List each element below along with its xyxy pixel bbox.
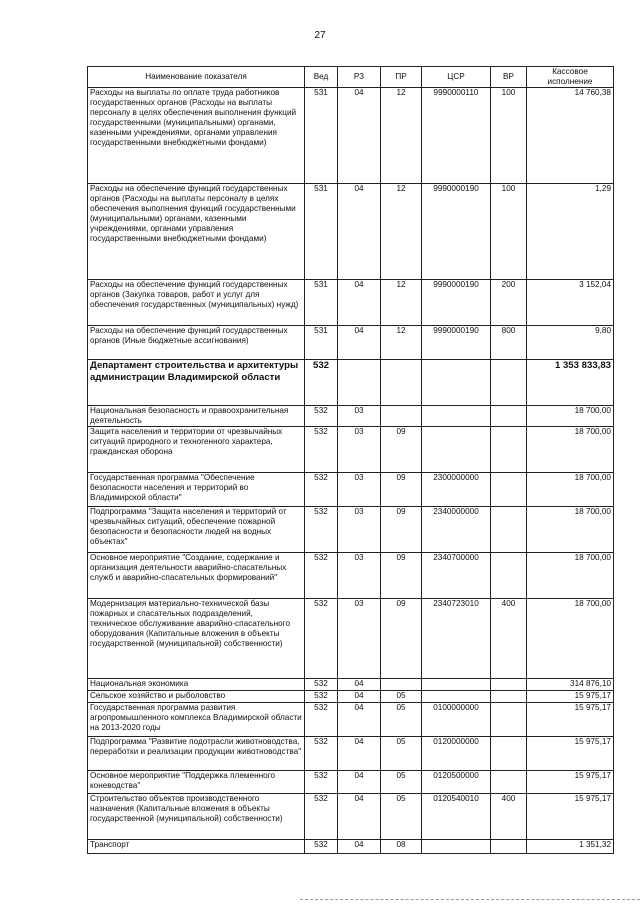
cell-pr: 05 — [381, 771, 422, 794]
table-row — [88, 280, 614, 326]
cell-name: Подпрограмма "Защита населения и территорий от чрезвычайных ситуаций, обеспечение пожарной безопасности и безопасности людей на водных объектах" — [88, 507, 305, 553]
cell-vr: 200 — [491, 280, 527, 326]
cell-pr: 09 — [381, 553, 422, 599]
cell-vr: 400 — [491, 599, 527, 679]
cell-vr — [491, 679, 527, 691]
cell-vr: 100 — [491, 184, 527, 280]
cell-vr — [491, 737, 527, 771]
cell-ved: 532 — [305, 360, 338, 406]
table-row — [88, 691, 614, 703]
cell-rz: 04 — [338, 326, 381, 360]
cell-amount: 14 760,38 — [527, 88, 614, 184]
cell-ved: 532 — [305, 840, 338, 854]
table-row — [88, 840, 614, 854]
cell-rz: 03 — [338, 473, 381, 507]
cell-name: Строительство объектов производственного назначения (Капитальные вложения в объекты государственной (муниципальной) собственности) — [88, 794, 305, 840]
table-row — [88, 599, 614, 679]
cell-csr: 9990000190 — [422, 184, 491, 280]
cell-pr: 05 — [381, 794, 422, 840]
cell-amount: 15 975,17 — [527, 737, 614, 771]
table-row — [88, 406, 614, 427]
cell-csr: 2340000000 — [422, 507, 491, 553]
header-amount: Кассовое исполнение — [527, 67, 614, 88]
cell-name: Сельское хозяйство и рыболовство — [88, 691, 305, 703]
table-row — [88, 679, 614, 691]
cell-amount: 18 700,00 — [527, 473, 614, 507]
cell-ved: 532 — [305, 794, 338, 840]
cell-pr: 12 — [381, 184, 422, 280]
cell-name: Государственная программа "Обеспечение безопасности населения и территорий во Владимирской области" — [88, 473, 305, 507]
cell-csr — [422, 840, 491, 854]
cell-name: Национальная безопасность и правоохранительная деятельность — [88, 406, 305, 427]
cell-vr — [491, 360, 527, 406]
cell-name: Основное мероприятие "Поддержка племенного коневодства" — [88, 771, 305, 794]
cell-amount: 1,29 — [527, 184, 614, 280]
cell-pr: 12 — [381, 326, 422, 360]
cell-amount: 15 975,17 — [527, 703, 614, 737]
cell-ved: 531 — [305, 280, 338, 326]
table-row — [88, 360, 614, 406]
cell-csr: 9990000110 — [422, 88, 491, 184]
cell-csr: 2340700000 — [422, 553, 491, 599]
cell-csr: 0120540010 — [422, 794, 491, 840]
cell-vr — [491, 691, 527, 703]
cell-vr — [491, 427, 527, 473]
cell-rz: 03 — [338, 507, 381, 553]
cell-amount: 314 876,10 — [527, 679, 614, 691]
cell-csr — [422, 406, 491, 427]
cell-vr: 400 — [491, 794, 527, 840]
cell-name: Департамент строительства и архитектуры администрации Владимирской области — [88, 360, 305, 406]
cell-amount: 1 351,32 — [527, 840, 614, 854]
cell-csr: 2300000000 — [422, 473, 491, 507]
cell-vr: 800 — [491, 326, 527, 360]
cell-pr: 09 — [381, 599, 422, 679]
header-csr: ЦСР — [422, 67, 491, 88]
cell-ved: 531 — [305, 326, 338, 360]
header-name: Наименование показателя — [88, 67, 305, 88]
cell-vr — [491, 473, 527, 507]
cell-vr — [491, 703, 527, 737]
cell-ved: 532 — [305, 599, 338, 679]
table-row — [88, 771, 614, 794]
cell-amount: 3 152,04 — [527, 280, 614, 326]
cell-rz: 03 — [338, 427, 381, 473]
table-row — [88, 794, 614, 840]
cell-amount: 18 700,00 — [527, 553, 614, 599]
table-row — [88, 184, 614, 280]
cell-rz: 04 — [338, 691, 381, 703]
cell-amount: 18 700,00 — [527, 406, 614, 427]
cell-amount: 18 700,00 — [527, 599, 614, 679]
cell-amount: 15 975,17 — [527, 794, 614, 840]
cell-name: Основное мероприятие "Создание, содержание и организация деятельности аварийно-спасательных служб и аварийно-спасательных формирований" — [88, 553, 305, 599]
cell-ved: 532 — [305, 679, 338, 691]
cell-pr: 09 — [381, 427, 422, 473]
cell-vr — [491, 406, 527, 427]
table-row — [88, 737, 614, 771]
table-row — [88, 473, 614, 507]
table-row — [88, 553, 614, 599]
cell-rz: 04 — [338, 794, 381, 840]
cell-vr — [491, 507, 527, 553]
cell-name: Транспорт — [88, 840, 305, 854]
cell-ved: 532 — [305, 553, 338, 599]
table-row — [88, 703, 614, 737]
cell-name: Расходы на обеспечение функций государственных органов (Расходы на выплаты персоналу в целях обеспечения выполнения функций государственными (муниципальными) органами, казенными учреждениями, органами управления государственными внебюджетными фондами) — [88, 184, 305, 280]
cell-csr — [422, 679, 491, 691]
table-header-row — [88, 67, 614, 88]
cell-csr: 2340723010 — [422, 599, 491, 679]
cell-name: Расходы на обеспечение функций государственных органов (Закупка товаров, работ и услуг для обеспечения государственных (муниципальных) нужд) — [88, 280, 305, 326]
cell-pr — [381, 679, 422, 691]
header-rz: РЗ — [338, 67, 381, 88]
cell-ved: 532 — [305, 427, 338, 473]
page-number: 27 — [314, 30, 326, 41]
table-row — [88, 88, 614, 184]
budget-execution-table — [87, 66, 614, 854]
cell-pr: 05 — [381, 737, 422, 771]
cell-amount: 15 975,17 — [527, 691, 614, 703]
cell-vr — [491, 771, 527, 794]
cell-name: Государственная программа развития агропромышленного комплекса Владимирской области на 2013-2020 годы — [88, 703, 305, 737]
cell-name: Расходы на выплаты по оплате труда работников государственных органов (Расходы на выплаты персоналу в целях обеспечения выполнения функций государственными (муниципальными) органами, казенными учреждениями, органами управления государственными внебюджетными фондами) — [88, 88, 305, 184]
cell-amount: 18 700,00 — [527, 507, 614, 553]
cell-pr: 09 — [381, 507, 422, 553]
cell-vr — [491, 840, 527, 854]
cell-ved: 532 — [305, 703, 338, 737]
cell-rz: 04 — [338, 679, 381, 691]
cell-rz: 04 — [338, 737, 381, 771]
cell-amount: 18 700,00 — [527, 427, 614, 473]
cell-name: Подпрограмма "Развитие подотрасли животноводства, переработки и реализации продукции животноводства" — [88, 737, 305, 771]
cell-name: Защита населения и территории от чрезвычайных ситуаций природного и техногенного характера, гражданская оборона — [88, 427, 305, 473]
cell-csr: 0100000000 — [422, 703, 491, 737]
cell-csr: 9990000190 — [422, 280, 491, 326]
cell-pr: 05 — [381, 691, 422, 703]
header-vr: ВР — [491, 67, 527, 88]
cell-rz: 04 — [338, 280, 381, 326]
cell-pr — [381, 406, 422, 427]
cell-rz — [338, 360, 381, 406]
cell-ved: 532 — [305, 473, 338, 507]
cell-csr — [422, 360, 491, 406]
scan-edge-artifact — [300, 898, 640, 900]
table-row — [88, 427, 614, 473]
cell-rz: 04 — [338, 771, 381, 794]
cell-rz: 04 — [338, 88, 381, 184]
cell-rz: 03 — [338, 406, 381, 427]
cell-ved: 532 — [305, 691, 338, 703]
cell-name: Модернизация материально-технической базы пожарных и спасательных подразделений, техническое обслуживание аварийно-спасательного оборудования (Капитальные вложения в объекты государственной (муниципальной) собственности) — [88, 599, 305, 679]
cell-amount: 9,80 — [527, 326, 614, 360]
cell-ved: 532 — [305, 771, 338, 794]
cell-name: Расходы на обеспечение функций государственных органов (Иные бюджетные ассигнования) — [88, 326, 305, 360]
cell-rz: 04 — [338, 184, 381, 280]
table-row — [88, 326, 614, 360]
cell-pr: 12 — [381, 280, 422, 326]
cell-rz: 03 — [338, 553, 381, 599]
cell-amount: 15 975,17 — [527, 771, 614, 794]
cell-pr — [381, 360, 422, 406]
cell-csr: 0120500000 — [422, 771, 491, 794]
cell-ved: 532 — [305, 737, 338, 771]
cell-pr: 05 — [381, 703, 422, 737]
cell-rz: 04 — [338, 840, 381, 854]
cell-vr: 100 — [491, 88, 527, 184]
cell-csr: 9990000190 — [422, 326, 491, 360]
cell-rz: 03 — [338, 599, 381, 679]
cell-ved: 531 — [305, 88, 338, 184]
header-ved: Вед — [305, 67, 338, 88]
cell-pr: 12 — [381, 88, 422, 184]
header-pr: ПР — [381, 67, 422, 88]
cell-csr — [422, 691, 491, 703]
table-row — [88, 507, 614, 553]
cell-ved: 532 — [305, 406, 338, 427]
cell-rz: 04 — [338, 703, 381, 737]
cell-pr: 09 — [381, 473, 422, 507]
cell-ved: 531 — [305, 184, 338, 280]
cell-vr — [491, 553, 527, 599]
cell-amount: 1 353 833,83 — [527, 360, 614, 406]
cell-csr: 0120000000 — [422, 737, 491, 771]
cell-name: Национальная экономика — [88, 679, 305, 691]
cell-csr — [422, 427, 491, 473]
cell-ved: 532 — [305, 507, 338, 553]
cell-pr: 08 — [381, 840, 422, 854]
